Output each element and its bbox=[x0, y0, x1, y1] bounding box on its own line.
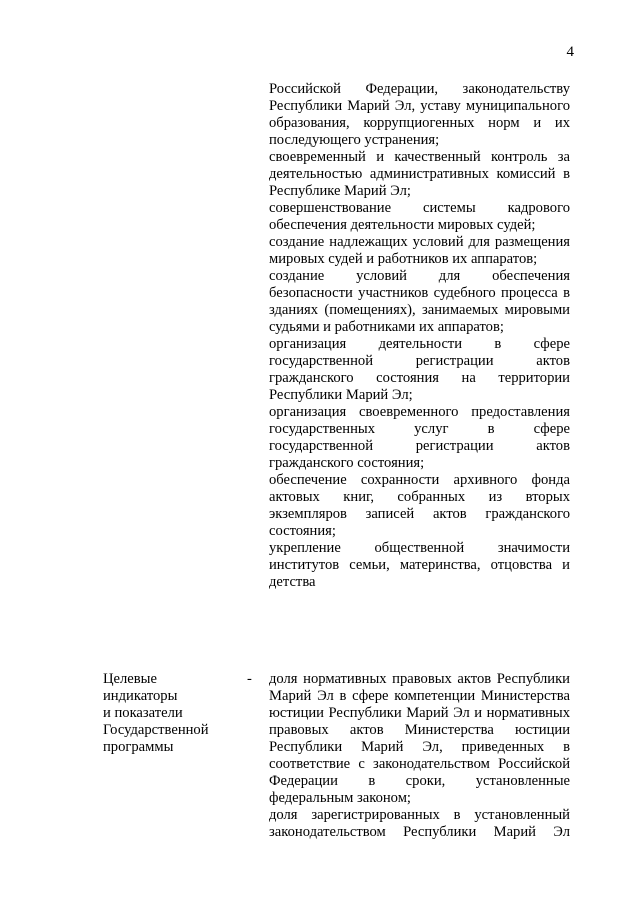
goals-list bbox=[269, 81, 570, 591]
indicators-label-line: и показатели bbox=[103, 705, 183, 721]
label-dash: - bbox=[247, 671, 252, 687]
goal-item: совершенствование системы кадрового обеспечения деятельности мировых судей; bbox=[269, 200, 570, 233]
goal-item: создание надлежащих условий для размещения мировых судей и работников их аппаратов; bbox=[269, 234, 570, 267]
indicator-item: доля нормативных правовых актов Республики Марий Эл в сфере компетенции Министерства юстиции Республики Марий Эл и нормативных правовых актов Министерства юстиции Республики Марий Эл, приведенных в соответствие с законодательством Российской Федерации в сроки, установленные федеральным законом; bbox=[269, 671, 570, 806]
goal-item: Российской Федерации, законодательству Республики Марий Эл, уставу муниципального образования, коррупциогенных норм и их последующего устранения; bbox=[269, 81, 570, 148]
goal-item: организация своевременного предоставления государственных услуг в сфере государственной регистрации актов гражданского состояния; bbox=[269, 404, 570, 471]
indicators-label-line: Целевые bbox=[103, 671, 157, 687]
goal-item: создание условий для обеспечения безопасности участников судебного процесса в зданиях (помещениях), занимаемых мировыми судьями и работниками их аппаратов; bbox=[269, 268, 570, 335]
goal-item: обеспечение сохранности архивного фонда актовых книг, собранных из вторых экземпляров записей актов гражданского состояния; bbox=[269, 472, 570, 539]
goal-item: своевременный и качественный контроль за деятельностью административных комиссий в Республике Марий Эл; bbox=[269, 149, 570, 199]
page-number: 4 bbox=[566, 44, 574, 60]
indicators-label-line: Государственной bbox=[103, 722, 209, 738]
indicator-item: доля зарегистрированных в установленный законодательством Республики Марий Эл bbox=[269, 807, 570, 840]
indicators-list bbox=[269, 671, 570, 841]
indicators-label bbox=[103, 671, 248, 756]
goal-item: организация деятельности в сфере государственной регистрации актов гражданского состояния на территории Республики Марий Эл; bbox=[269, 336, 570, 403]
indicators-label-line: индикаторы bbox=[103, 688, 178, 704]
goal-item: укрепление общественной значимости институтов семьи, материнства, отцовства и детства bbox=[269, 540, 570, 590]
indicators-label-line: программы bbox=[103, 739, 174, 755]
